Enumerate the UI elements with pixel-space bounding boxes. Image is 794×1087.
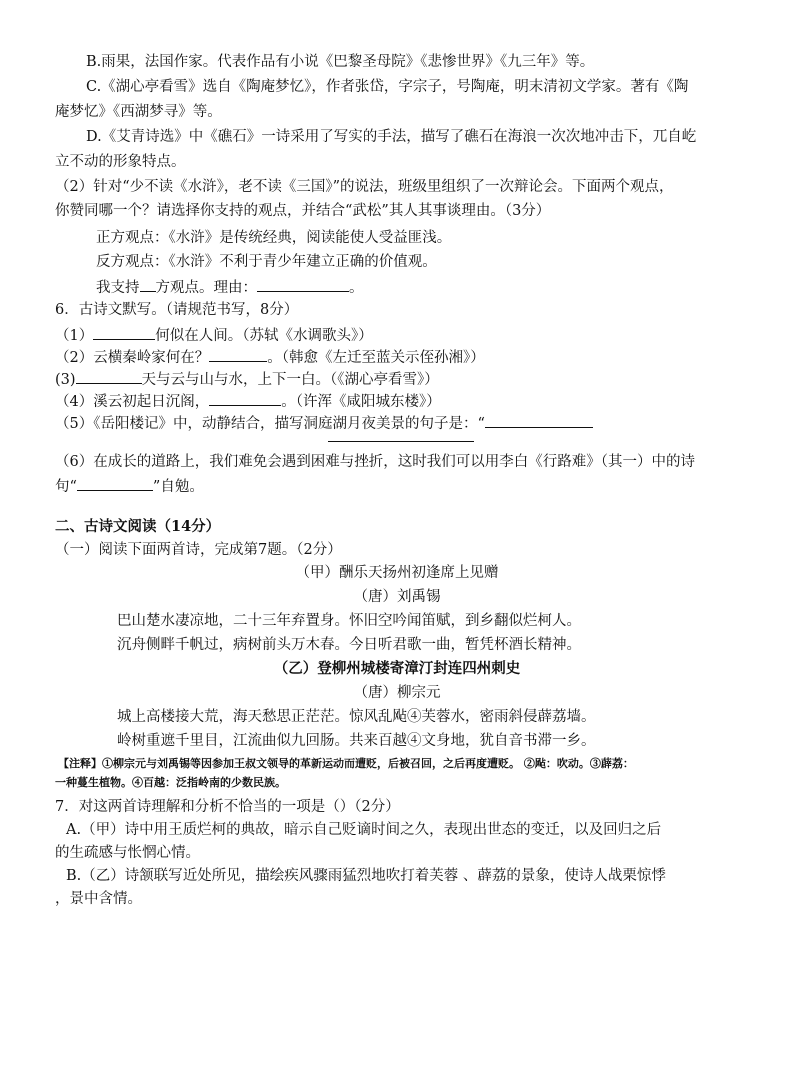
q7-option-a-line2: 的生疏感与怅惘心情。 bbox=[55, 845, 200, 861]
item3-blank[interactable] bbox=[76, 368, 142, 384]
item6-b: ”自勉。 bbox=[152, 479, 204, 495]
q6-item6-line1: （6）在成长的道路上，我们难免会遇到困难与挫折，这时我们可以用李白《行路难》（其一）中的诗 bbox=[55, 454, 695, 470]
item2-text: （2）云横秦岭家何在？ bbox=[55, 350, 210, 366]
poem2-author: （唐）柳宗元 bbox=[353, 685, 441, 701]
item5-blank-line2[interactable] bbox=[328, 441, 474, 442]
q6-item3 bbox=[55, 368, 439, 390]
poem2-line1: 城上高楼接大荒，海天愁思正茫茫。惊风乱飐④芙蓉水，密雨斜侵薜荔墙。 bbox=[117, 709, 596, 725]
q6-item1 bbox=[55, 324, 373, 346]
item3-text: 天与云与山与水，上下一白。（《湖心亭看雪》） bbox=[141, 372, 439, 388]
poem1-author: （唐）刘禹锡 bbox=[353, 589, 441, 605]
q5-2-line1: （2）针对“少不读《水浒》，老不读《三国》”的说法，班级里组织了一次辩论会。下面两个观点， bbox=[55, 179, 674, 195]
section2-sub: （一）阅读下面两首诗，完成第7题。（2分） bbox=[55, 542, 342, 558]
option-c-line1: C.《湖心亭看雪》选自《陶庵梦忆》，作者张岱，字宗子，号陶庵，明末清初文学家。著有《陶 bbox=[86, 79, 689, 95]
q6-item5 bbox=[55, 412, 593, 434]
con-viewpoint: 反方观点：《水浒》不利于青少年建立正确的价值观。 bbox=[96, 254, 437, 270]
annotation-line2: 一种蔓生植物。④百越：泛指岭南的少数民族。 bbox=[55, 776, 286, 789]
support-label-b: 方观点。理由： bbox=[155, 280, 257, 296]
support-end: 。 bbox=[349, 280, 364, 296]
poem1-line1: 巴山楚水凄凉地，二十三年弃置身。怀旧空吟闻笛赋，到乡翻似烂柯人。 bbox=[117, 613, 581, 629]
item4-blank[interactable] bbox=[209, 390, 281, 406]
poem2-line2: 岭树重遮千里目，江流曲似九回肠。共来百越④文身地，犹自音书滞一乡。 bbox=[117, 733, 596, 749]
option-c-line2: 庵梦忆》《西湖梦寻》等。 bbox=[55, 104, 222, 120]
option-b: B.雨果，法国作家。代表作品有小说《巴黎圣母院》《悲惨世界》《九三年》等。 bbox=[86, 54, 595, 70]
poem2-title: （乙）登柳州城楼寄漳汀封连四州刺史 bbox=[273, 660, 521, 677]
item1-num: （1） bbox=[55, 328, 94, 344]
q7-option-b-line2: ，景中含情。 bbox=[55, 891, 142, 907]
item4-tail: 。（许浑《咸阳城东楼》） bbox=[281, 394, 441, 410]
poem1-title: （甲）酬乐天扬州初逢席上见赠 bbox=[295, 565, 499, 581]
poem1-line2: 沉舟侧畔千帆过，病树前头万木春。今日听君歌一曲，暂凭杯酒长精神。 bbox=[117, 637, 581, 653]
q6-item6-line2 bbox=[55, 475, 204, 497]
item4-text: （4）溪云初起日沉阁， bbox=[55, 394, 210, 410]
item3-num: (3) bbox=[55, 372, 76, 388]
item1-blank[interactable] bbox=[93, 324, 155, 340]
option-d-line1: D.《艾青诗选》中《礁石》一诗采用了写实的手法，描写了礁石在海浪一次次地冲击下，兀自屹 bbox=[86, 129, 697, 145]
support-label-a: 我支持 bbox=[96, 280, 140, 296]
pro-viewpoint: 正方观点：《水浒》是传统经典，阅读能使人受益匪浅。 bbox=[96, 230, 452, 246]
q7-title: 7．对这两首诗理解和分析不恰当的一项是（）（2分） bbox=[55, 799, 400, 815]
q7-option-b-line1: B.（乙）诗颔联写近处所见，描绘疾风骤雨猛烈地吹打着芙蓉 、薜荔的景象，使诗人战栗惊悸 bbox=[66, 868, 666, 884]
item2-blank[interactable] bbox=[209, 346, 267, 362]
q6-item2 bbox=[55, 346, 485, 368]
item5-text: （5）《岳阳楼记》中，动静结合，描写洞庭湖月夜美景的句子是：“ bbox=[55, 416, 485, 432]
item5-blank[interactable] bbox=[485, 412, 593, 428]
item2-tail: 。（韩愈《左迁至蓝关示侄孙湘》） bbox=[267, 350, 485, 366]
q5-2-line2: 你赞同哪一个？请选择你支持的观点，并结合“武松”其人其事谈理由。（3分） bbox=[55, 203, 551, 219]
support-side-blank[interactable] bbox=[140, 276, 156, 292]
reason-blank[interactable] bbox=[257, 276, 349, 292]
support-line bbox=[96, 276, 364, 298]
item6-blank[interactable] bbox=[77, 475, 153, 491]
q6-title: 6．古诗文默写。（请规范书写，8分） bbox=[55, 302, 299, 318]
option-d-line2: 立不动的形象特点。 bbox=[55, 154, 186, 170]
item6-a: 句“ bbox=[55, 479, 77, 495]
q7-option-a-line1: A.（甲）诗中用王质烂柯的典故，暗示自己贬谪时间之久，表现出世态的变迁，以及回归之后 bbox=[66, 822, 662, 838]
item1-text: 何似在人间。（苏轼《水调歌头》） bbox=[155, 328, 373, 344]
section2-heading: 二、古诗文阅读（14分） bbox=[55, 518, 221, 535]
annotation-line1: 【注释】①柳宗元与刘禹锡等因参加王叔文领导的革新运动而遭贬，后被召回，之后再度遭贬。 ②飐：吹动。③薜荔： bbox=[58, 757, 634, 770]
q6-item4 bbox=[55, 390, 441, 412]
